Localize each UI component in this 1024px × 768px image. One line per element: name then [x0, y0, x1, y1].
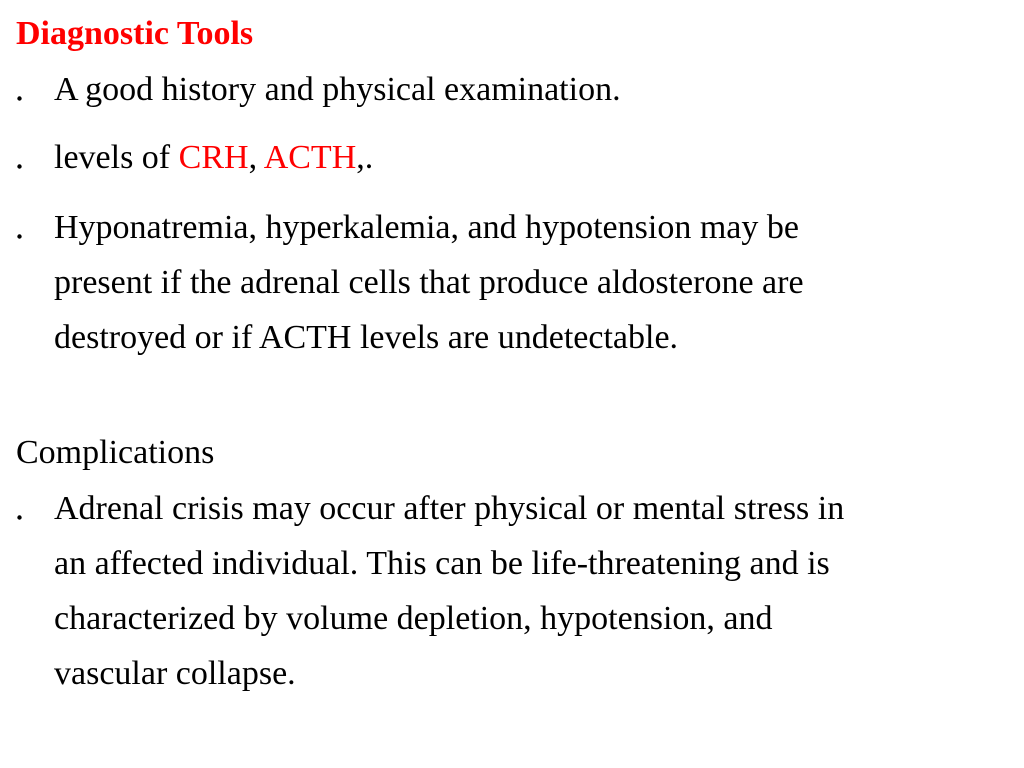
bullet-text-line: characterized by volume depletion, hypotension, and: [54, 600, 773, 637]
bullet-text-line: Hyponatremia, hyperkalemia, and hypotension may be: [54, 209, 799, 246]
diagnostic-tools-heading: Diagnostic Tools: [16, 15, 254, 52]
acth-term: ACTH: [263, 139, 357, 176]
bullet-dot-icon: [16, 514, 23, 521]
complications-heading: Complications: [16, 434, 215, 471]
bullet-text-line: Adrenal crisis may occur after physical or mental stress in: [54, 490, 845, 527]
bullet-text-line: vascular collapse.: [54, 655, 296, 692]
levels-prefix: levels of: [54, 139, 179, 176]
bullet-text: [54, 130, 994, 185]
bullet-text-line: an affected individual. This can be life-threatening and is: [54, 545, 830, 582]
bullet-dot-icon: [16, 95, 23, 102]
bullet-dot-icon: [16, 233, 23, 240]
bullet-text-line: present if the adrenal cells that produce aldosterone are: [54, 264, 804, 301]
bullet-text: A good history and physical examination.: [54, 71, 621, 108]
levels-suffix: ,.: [356, 139, 374, 176]
levels-separator: ,: [248, 139, 264, 176]
crh-term: CRH: [178, 139, 249, 176]
bullet-dot-icon: [16, 163, 23, 170]
bullet-text-line: destroyed or if ACTH levels are undetectable.: [54, 319, 679, 356]
